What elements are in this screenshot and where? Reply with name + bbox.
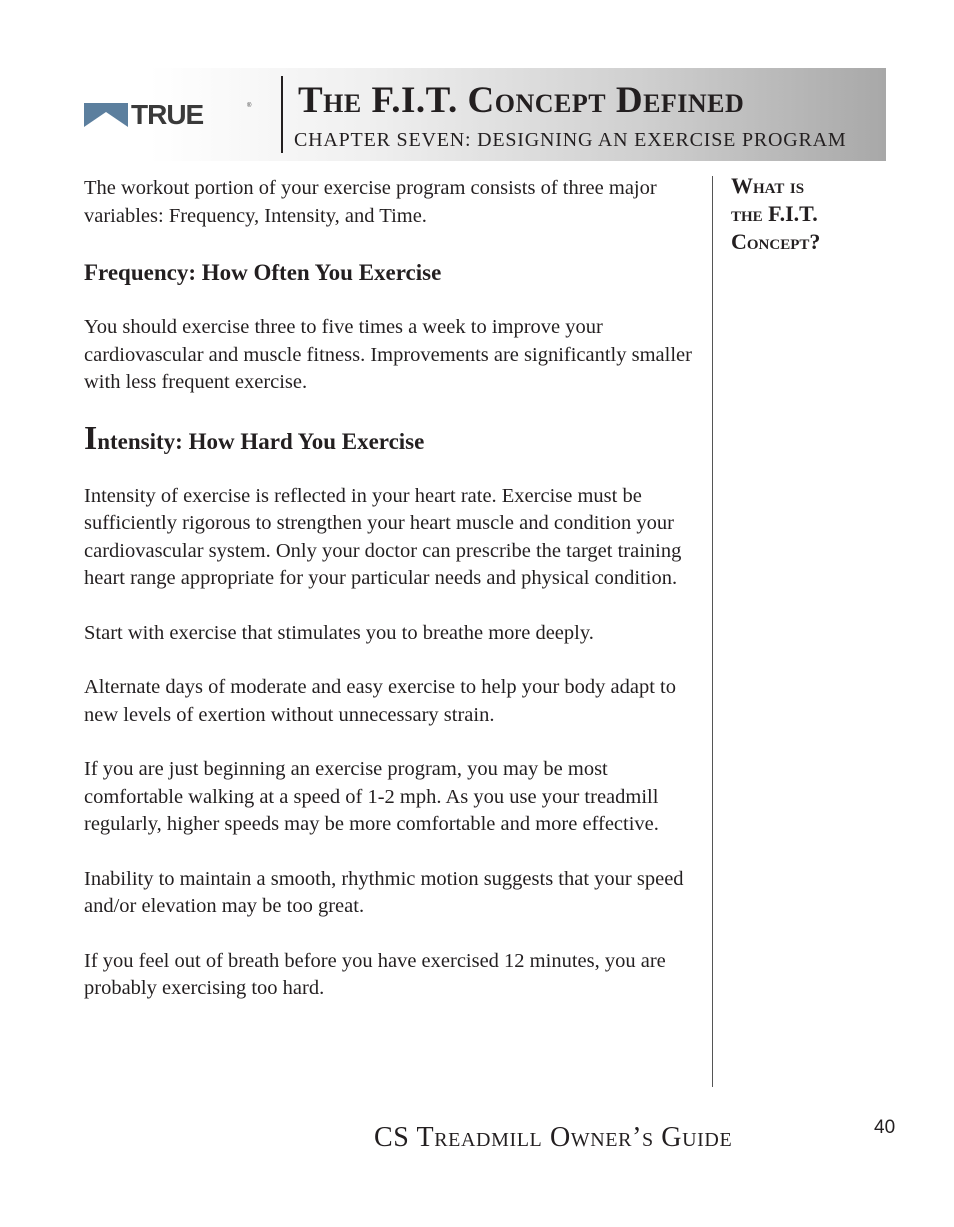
- intensity-paragraph-4: If you are just beginning an exercise program, you may be most comfortable walking at a speed of 1-2 mph. As you use your treadmill regularly, higher speeds may be more comfortable and more effective.: [84, 758, 659, 835]
- sidebar-title-line-3: Concept?: [731, 229, 821, 254]
- frequency-heading: Frequency: How Often You Exercise: [84, 260, 442, 285]
- chapter-subtitle: CHAPTER SEVEN: DESIGNING AN EXERCISE PROGRAM: [294, 129, 847, 151]
- true-logo-icon: [84, 103, 128, 127]
- logo-wordmark: TRUE: [131, 99, 204, 130]
- sidebar-title: [731, 172, 891, 256]
- intensity-paragraph-3: Alternate days of moderate and easy exercise to help your body adapt to new levels of exertion without unnecessary strain.: [84, 676, 677, 726]
- title-divider: [281, 76, 283, 153]
- page-title: The F.I.T. Concept Defined: [298, 80, 745, 121]
- intensity-paragraph-1: Intensity of exercise is reflected in your heart rate. Exercise must be sufficiently rigorous to strengthen your heart muscle and condition your cardiovascular system. Only your doctor can prescribe the target training heart range appropriate for your particular needs and physical condition.: [84, 484, 682, 589]
- intensity-paragraph-5: Inability to maintain a smooth, rhythmic motion suggests that your speed and/or elevation may be too great.: [84, 867, 684, 917]
- intro-paragraph: The workout portion of your exercise program consists of three major variables: Frequency, Intensity, and Time.: [84, 177, 657, 227]
- intensity-dropcap: I: [84, 419, 98, 457]
- frequency-paragraph: You should exercise three to five times a week to improve your cardiovascular and muscle fitness. Improvements are significantly smaller with less frequent exercise.: [84, 316, 692, 393]
- page-number: 40: [874, 1117, 896, 1138]
- footer-guide-title: CS Treadmill Owner’s Guide: [374, 1122, 733, 1153]
- logo-trademark: ®: [247, 103, 252, 109]
- sidebar-title-line-2: the F.I.T.: [731, 201, 818, 226]
- sidebar-divider: [712, 176, 713, 1087]
- intensity-heading-text: ntensity: How Hard You Exercise: [97, 428, 425, 454]
- main-content: [84, 175, 699, 1003]
- sidebar-title-line-1: What is: [731, 173, 805, 198]
- intensity-heading: [84, 419, 699, 457]
- intensity-paragraph-6: If you feel out of breath before you have exercised 12 minutes, you are probably exercising too hard.: [84, 949, 666, 999]
- intensity-paragraph-2: Start with exercise that stimulates you to breathe more deeply.: [84, 621, 594, 644]
- true-logo: [84, 99, 254, 130]
